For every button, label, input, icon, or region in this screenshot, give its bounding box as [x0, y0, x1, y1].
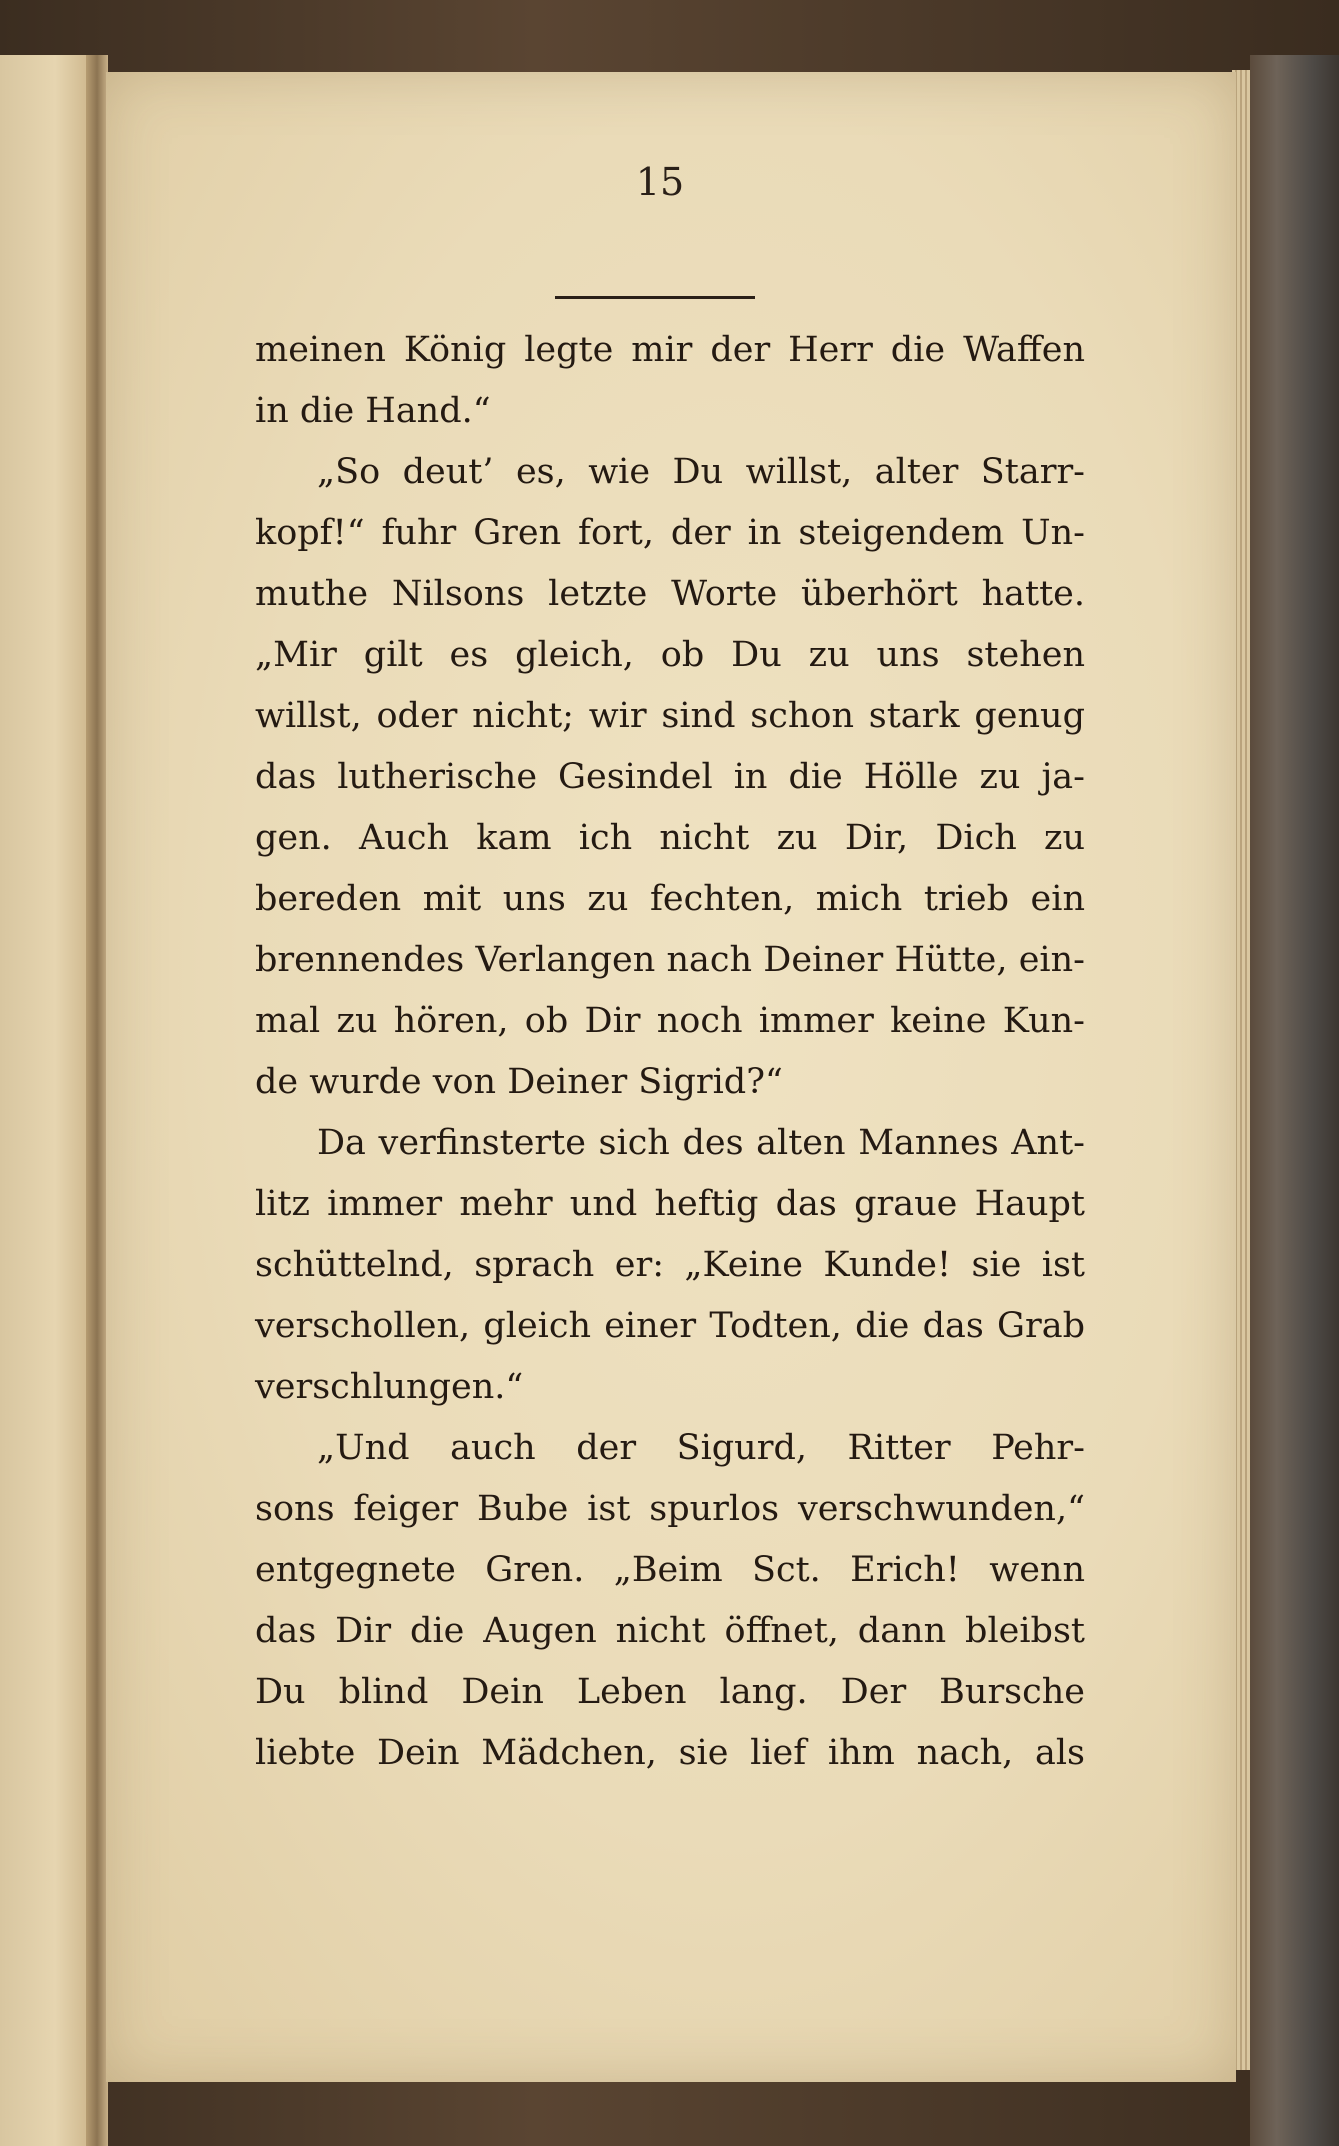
- text-line: „So deut’ es, wie Du willst, alter Starr-: [317, 452, 1085, 492]
- text-line: brennendes Verlangen nach Deiner Hütte, ein-: [255, 940, 1085, 980]
- text-line: gen. Auch kam ich nicht zu Dir, Dich zu: [255, 818, 1085, 858]
- book-gutter: [86, 55, 108, 2146]
- text-line: das lutherische Gesindel in die Hölle zu ja-: [255, 757, 1085, 797]
- header-rule: [555, 296, 755, 299]
- text-line: meinen König legte mir der Herr die Waffen: [255, 330, 1085, 370]
- text-line: liebte Dein Mädchen, sie lief ihm nach, als: [255, 1733, 1085, 1773]
- text-line: verschollen, gleich einer Todten, die das Grab: [255, 1306, 1085, 1346]
- text-line: bereden mit uns zu fechten, mich trieb ein: [255, 879, 1085, 919]
- text-line: de wurde von Deiner Sigrid?“: [255, 1062, 783, 1102]
- text-line: Du blind Dein Leben lang. Der Bursche: [255, 1672, 1085, 1712]
- text-line: „Mir gilt es gleich, ob Du zu uns stehen: [255, 635, 1085, 675]
- text-line: litz immer mehr und heftig das graue Haupt: [255, 1184, 1085, 1224]
- body-text: [255, 320, 1085, 1784]
- text-line: muthe Nilsons letzte Worte überhört hatte.: [255, 574, 1085, 614]
- text-line: Da verfinsterte sich des alten Mannes Ant-: [317, 1123, 1085, 1163]
- book-cover-edge: [1250, 55, 1339, 2146]
- text-line: kopf!“ fuhr Gren fort, der in steigendem Un-: [255, 513, 1085, 553]
- text-line: „Und auch der Sigurd, Ritter Pehr-: [317, 1428, 1085, 1468]
- text-line: willst, oder nicht; wir sind schon stark genug: [255, 696, 1085, 736]
- text-line: verschlungen.“: [255, 1367, 524, 1407]
- text-line: mal zu hören, ob Dir noch immer keine Kun-: [255, 1001, 1085, 1041]
- left-page-edge: [0, 55, 92, 2146]
- text-line: schüttelnd, sprach er: „Keine Kunde! sie ist: [255, 1245, 1085, 1285]
- text-line: in die Hand.“: [255, 391, 491, 431]
- text-line: das Dir die Augen nicht öffnet, dann bleibst: [255, 1611, 1085, 1651]
- page-number: 15: [635, 160, 685, 204]
- text-line: entgegnete Gren. „Beim Sct. Erich! wenn: [255, 1550, 1085, 1590]
- text-line: sons feiger Bube ist spurlos verschwunden,“: [255, 1489, 1085, 1529]
